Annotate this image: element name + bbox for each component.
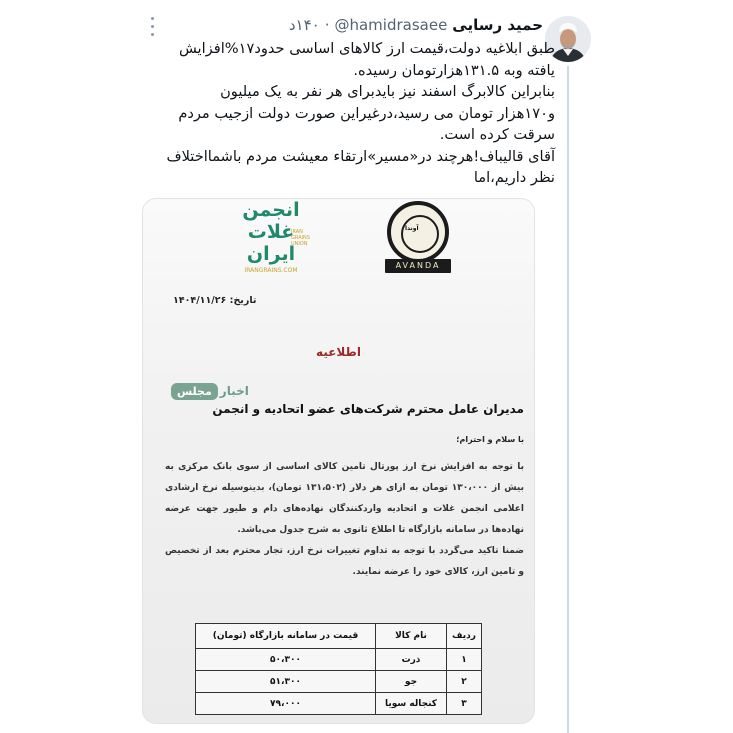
table-row (196, 649, 482, 671)
thread-line (567, 66, 569, 733)
product-name: ذرت (376, 649, 447, 671)
more-vertical-icon (151, 33, 154, 36)
iran-grains-union-logo (231, 199, 311, 279)
watermark-part2: مجلس (171, 383, 218, 400)
avanda-logo (381, 201, 453, 283)
product-name: کنجاله سویا (376, 693, 447, 715)
product-price: ۵۱،۳۰۰ (196, 671, 376, 693)
row-number: ۱ (447, 649, 482, 671)
product-price: ۵۰،۳۰۰ (196, 649, 376, 671)
tweet-media-image[interactable] (142, 198, 535, 724)
globe-icon (401, 215, 439, 253)
notice-body (165, 457, 524, 583)
tweet-paragraph: بنابراین کالابرگ اسفند نیز بایدبرای هر نفر به یک میلیون و۱۷۰هزار تومان می رسید،درغیراین صورت دولت ازجیب مردم سرقت کرده است. (178, 83, 555, 143)
separator-dot: · (324, 16, 330, 34)
product-name: جو (376, 671, 447, 693)
notice-title: اطلاعیه (316, 345, 361, 359)
addressee: مدیران عامل محترم شرکت‌های عضو اتحادیه و انجمن (212, 402, 524, 416)
date-value: ۱۴۰۴/۱۱/۲۶ (173, 295, 227, 306)
table-header-row (196, 624, 482, 649)
watermark-part1: اخبار (219, 384, 249, 398)
more-vertical-icon (151, 25, 154, 28)
seal-center-text: آوندا (405, 225, 419, 232)
tweet-paragraph: آقای قالیباف!هرچند در«مسیر»ارتقاء معیشت مردم باشمااختلاف نظر داریم،اما (166, 147, 555, 186)
table-row (196, 671, 482, 693)
row-number: ۳ (447, 693, 482, 715)
logo-word: انجمن (242, 199, 300, 221)
notice-paragraph: با توجه به افزایش نرخ ارز پورتال تامین کالای اساسی از سوی بانک مرکزی به بیش از ۱۳۰،۰۰۰ تومان به ازای هر دلار (۱۳۱،۵۰۲ تومان)، بدینوسیله نرخ ارشادی اعلامی انجمن غلات و اتحادیه واردکنندگان نهاده‌های دام و طیور جهت عرضه نهاده‌ها در سامانه بازارگاه تا اطلاع ثانوی به شرح جدول می‌باشد. (165, 462, 524, 535)
more-options-button[interactable] (146, 14, 158, 38)
table-row (196, 693, 482, 715)
author-name[interactable]: حمید رسایی (452, 16, 543, 34)
logo-url: IRANGRAINS.COM (244, 267, 298, 274)
product-price: ۷۹،۰۰۰ (196, 693, 376, 715)
tweet-timestamp[interactable]: ۱۴۰د (288, 16, 320, 34)
tweet-paragraph: طبق ابلاغیه دولت،قیمت ارز کالاهای اساسی حدود۱۷%افزایش یافته وبه ۱۳۱.۵هزارتومان رسیده. (178, 40, 555, 79)
header-row-number: ردیف (447, 624, 482, 649)
logo-word: ایران (246, 243, 296, 265)
tweet-header (153, 14, 543, 36)
header-product-name: نام کالا (376, 624, 447, 649)
watermark-logo (171, 380, 249, 402)
tweet-text (160, 38, 555, 189)
logo-english-text: IRAN GRAINS UNION (291, 229, 310, 247)
price-table (195, 623, 482, 715)
document-date (173, 295, 256, 306)
logo-word: غلات (247, 221, 295, 243)
date-label: تاریخ: (229, 295, 257, 306)
seal-icon (387, 201, 449, 263)
row-number: ۲ (447, 671, 482, 693)
more-vertical-icon (151, 17, 154, 20)
author-handle[interactable]: @hamidrasaee (334, 16, 448, 34)
notice-paragraph: ضمنا تاکید می‌گردد با توجه به تداوم تغییرات نرخ ارز، تجار محترم بعد از تخصیص و تامین ارز، کالای خود را عرضه نمایند. (165, 546, 524, 577)
greeting: با سلام و احترام؛ (456, 435, 524, 444)
logo-banner: AVANDA (385, 259, 451, 273)
document-notice (143, 199, 534, 723)
header-price: قیمت در سامانه بازارگاه (تومان) (196, 624, 376, 649)
